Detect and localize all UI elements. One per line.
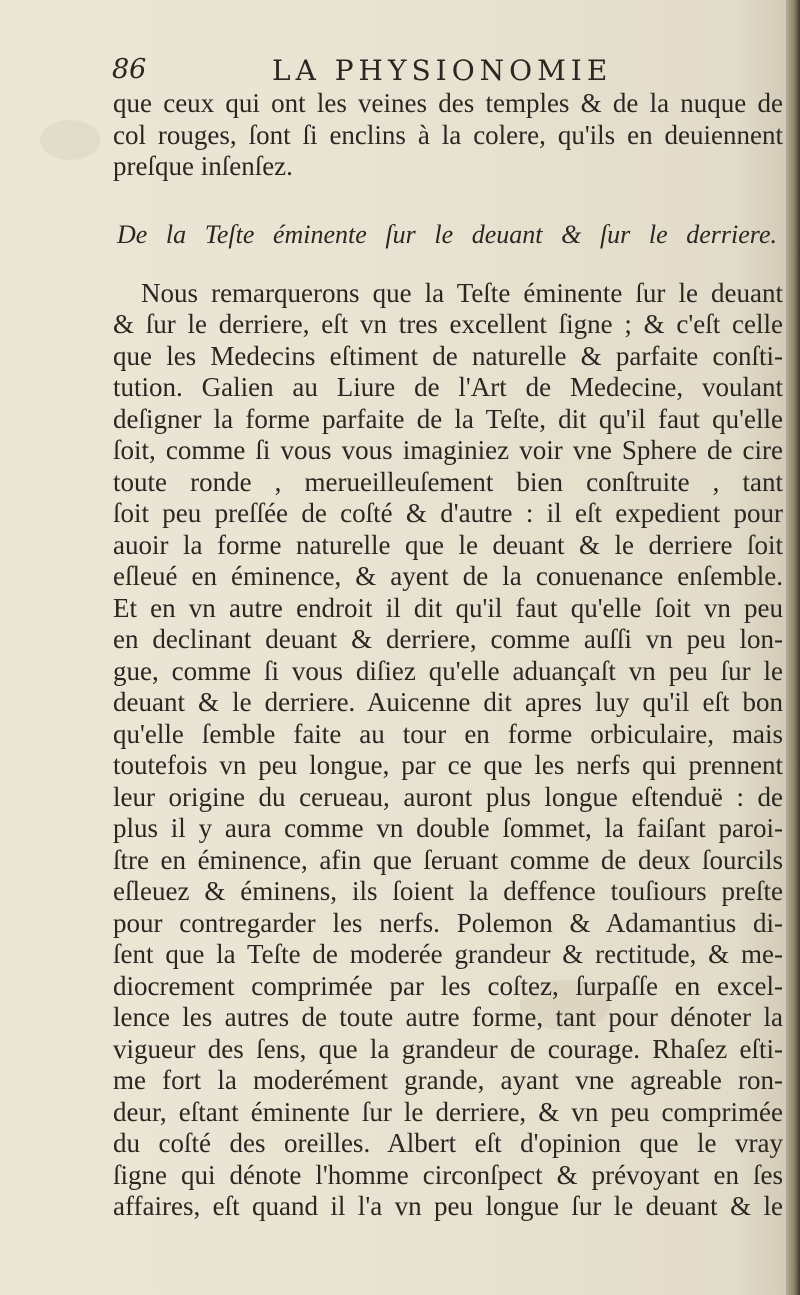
- text-line: diocrement comprimée par les coſtez, ſurpaſſe en excel-: [113, 970, 783, 1001]
- page-header: [112, 52, 732, 92]
- text-line: eſleuez & éminens, ils ſoient la deffence touſiours preſte: [113, 876, 783, 906]
- text-line: deur, eſtant éminente ſur le derriere, & vn peu comprimée: [113, 1096, 783, 1127]
- text-line: lence les autres de toute autre forme, tant pour dénoter la: [113, 1002, 783, 1032]
- text-line: ſoit, comme ſi vous vous imaginiez voir vne Sphere de cire: [113, 435, 783, 465]
- text-line: ſent que la Teſte de moderée grandeur & rectitude, & me-: [113, 939, 783, 969]
- text-line: auoir la forme naturelle que le deuant & le derriere ſoit: [113, 529, 783, 560]
- text-line: col rouges, ſont ſi enclins à la colere, qu'ils en deuiennent: [113, 119, 783, 150]
- text-line: me fort la moderément grande, ayant vne agreable ron-: [113, 1065, 783, 1095]
- text-line: ſoit peu preſſée de coſté & d'autre : il eſt expedient pour: [113, 498, 783, 528]
- text-line: & ſur le derriere, eſt vn tres excellent ſigne ; & c'eſt celle: [113, 309, 783, 339]
- text-line: affaires, eſt quand il l'a vn peu longue ſur le deuant & le: [113, 1191, 783, 1221]
- spacer: [113, 256, 783, 278]
- page-number: 86: [112, 54, 147, 85]
- text-line: deuant & le derriere. Auicenne dit apres luy qu'il eſt bon: [113, 687, 783, 717]
- section-heading: De la Teſte éminente ſur le deuant & ſur le derriere.: [117, 219, 777, 249]
- text-line: Nous remarquerons que la Teſte éminente ſur le deuant: [141, 277, 783, 308]
- text-line: deſigner la forme parfaite de la Teſte, dit qu'il faut qu'elle: [113, 403, 783, 434]
- text-line: eſleué en éminence, & ayent de la conuenance enſemble.: [113, 561, 783, 591]
- text-line: toutefois vn peu longue, par ce que les nerfs qui prennent: [113, 750, 783, 780]
- body-text: [113, 88, 783, 1223]
- text-line: du coſté des oreilles. Albert eſt d'opinion que le vray: [113, 1128, 783, 1158]
- text-line: gue, comme ſi vous diſiez qu'elle aduançaſt vn peu ſur le: [113, 655, 783, 686]
- text-line: ſtre en éminence, afin que ſeruant comme de deux ſourcils: [113, 844, 783, 875]
- text-line: toute ronde , merueilleuſement bien conſtruite , tant: [113, 466, 783, 497]
- text-line: ſigne qui dénote l'homme circonſpect & prévoyant en ſes: [113, 1159, 783, 1190]
- text-line: leur origine du cerueau, auront plus longue eſtenduë : de: [113, 781, 783, 812]
- paper-stain: [40, 120, 100, 160]
- text-line: qu'elle ſemble faite au tour en forme orbiculaire, mais: [113, 718, 783, 749]
- running-title: LA PHYSIONOMIE: [272, 54, 613, 87]
- text-line: tution. Galien au Liure de l'Art de Medecine, voulant: [113, 372, 783, 402]
- text-line: preſque inſenſez.: [113, 151, 293, 181]
- text-line: en declinant deuant & derriere, comme auſſi vn peu lon-: [113, 624, 783, 654]
- text-line: vigueur des ſens, que la grandeur de courage. Rhaſez eſti-: [113, 1033, 783, 1064]
- text-line: pour contregarder les nerfs. Polemon & Adamantius di-: [113, 907, 783, 938]
- text-line: que ceux qui ont les veines des temples & de la nuque de: [113, 88, 783, 118]
- text-line: Et en vn autre endroit il dit qu'il faut qu'elle ſoit vn peu: [113, 592, 783, 623]
- spacer: [113, 183, 783, 214]
- book-gutter-shadow: [786, 0, 800, 1295]
- text-line: plus il y aura comme vn double ſommet, la faiſant paroi-: [113, 813, 783, 843]
- text-line: que les Medecins eſtiment de naturelle & parfaite conſti-: [113, 340, 783, 371]
